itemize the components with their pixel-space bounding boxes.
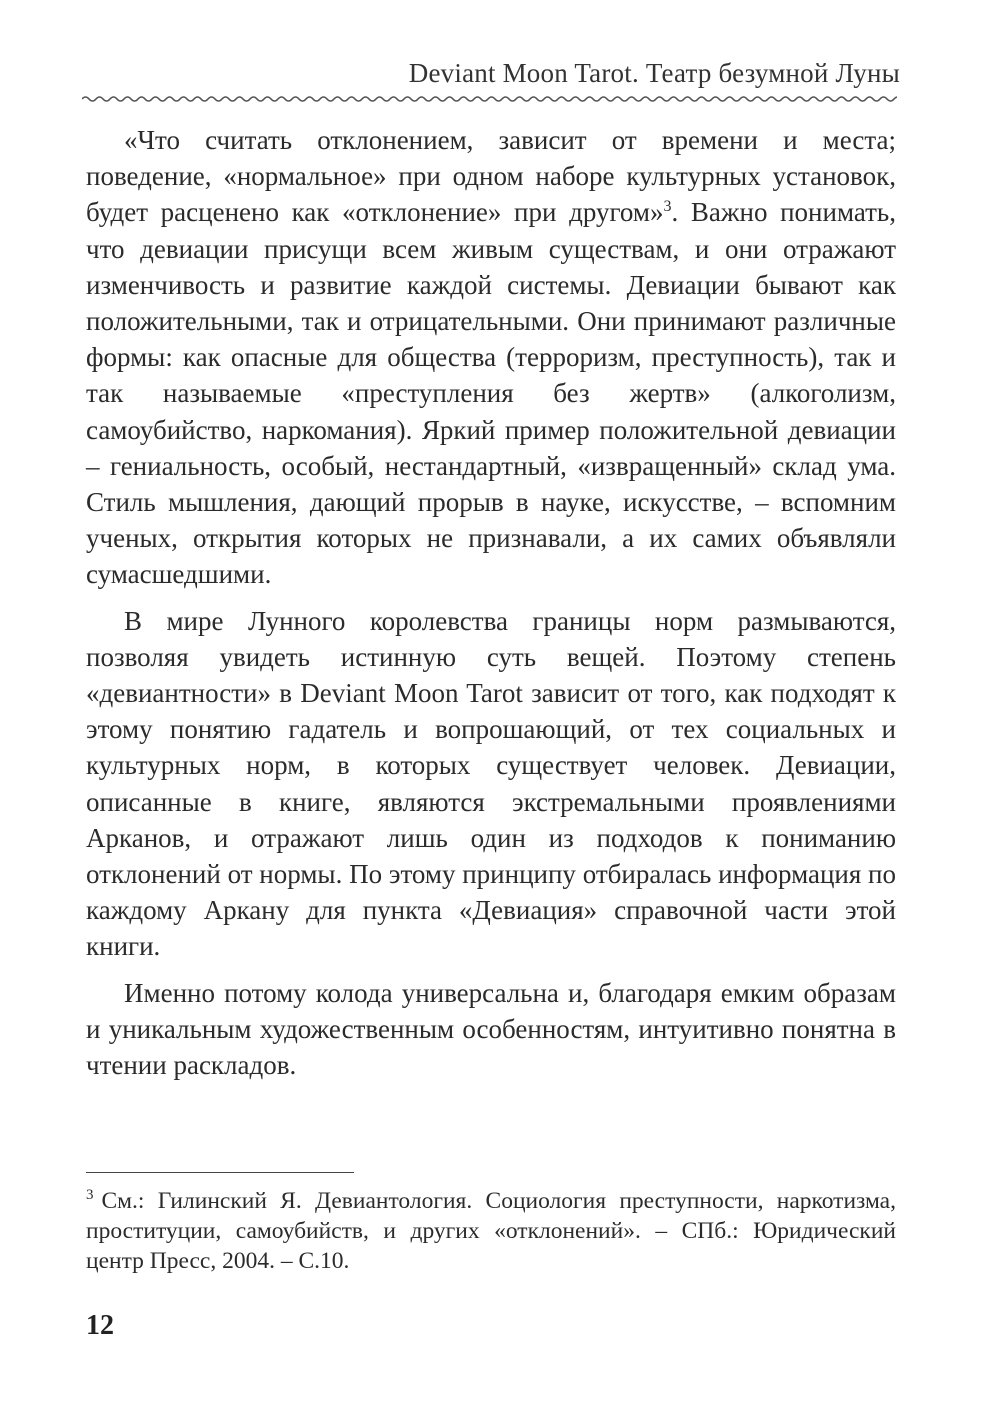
- paragraph-3: Именно потому колода универсальна и, благодаря емким образам и уникальным художественным особенностям, интуитивно понятна в чтении раскладов.: [86, 977, 896, 1081]
- main-text: [86, 122, 896, 1093]
- footnote: [86, 1186, 896, 1276]
- paragraph-1: [86, 122, 896, 593]
- footnote-text: См.: Гилинский Я. Девиантология. Социология преступности, наркотизма, проституции, самоубийств, и других «отклонений». – СПб.: Юридический центр Пресс, 2004. – С.10.: [86, 1188, 896, 1274]
- wavy-divider: [82, 92, 897, 106]
- paragraph-2: В мире Лунного королевства границы норм размываются, позволяя увидеть истинную суть вещей. Поэтому степень «девиантности» в Deviant Moon Tarot зависит от того, как подходят к этому понятию гадатель и вопрошающий, от тех социальных и культурных норм, в которых существует человек. Девиации, описанные в книге, являются экстремальными проявлениями Арканов, и отражают лишь один из подходов к пониманию отклонений от нормы. По этому принципу отбиралась информация по каждому Аркану для пункта «Девиация» справочной части этой книги.: [86, 605, 896, 962]
- paragraph-1-part-a: «Что считать отклонением, зависит от времени и места; поведение, «нормальное» при одном наборе культурных установок, будет расценено как «отклонение» при другом»: [86, 125, 896, 228]
- page-number: 12: [86, 1310, 114, 1341]
- running-head: Deviant Moon Tarot. Театр безумной Луны: [408, 58, 900, 88]
- footnote-divider: [86, 1172, 354, 1173]
- footnote-reference[interactable]: 3: [663, 198, 672, 216]
- footnote-mark: 3: [86, 1187, 94, 1204]
- paragraph-1-part-b: . Важно понимать, что девиации присущи всем живым существам, и они отражают изменчивость и развитие каждой системы. Девиации бывают как положительными, так и отрицательными. Они принимают различные формы: как опасные для общества (терроризм, преступность), так и так называемые «преступления без жертв» (алкоголизм, самоубийство, наркомания). Яркий пример положительной девиации – гениальность, особый, нестандартный, «извращенный» склад ума. Стиль мышления, дающий прорыв в науке, искусстве, – вспомним ученых, открытия которых не признавали, а их самих объявляли сумасшедшими.: [86, 197, 896, 590]
